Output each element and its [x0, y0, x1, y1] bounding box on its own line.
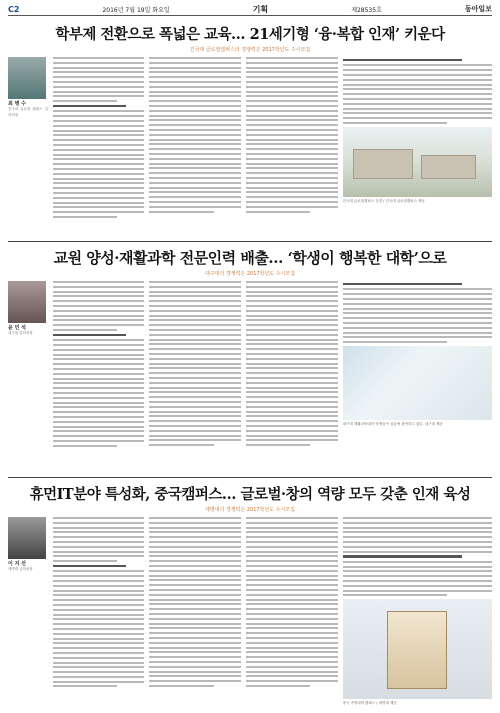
article-3-side [343, 517, 492, 713]
article-3-headline: 휴먼IT분야 특성화, 중국캠퍼스… 글로벌·창의 역량 모두 갖춘 인재 육성 [29, 486, 471, 503]
article-1-person-name: 최 병 수 [8, 101, 26, 107]
article-3-column [53, 517, 145, 713]
article-3-body [8, 517, 492, 713]
article-2-headline: 교원 양성·재활과학 전문인력 배출… ‘학생이 행복한 대학’으로 [53, 249, 447, 267]
page-header [8, 4, 492, 16]
article-1-headline: 학부제 전환으로 폭넓은 교육… 21세기형 ‘융·복합 인재’ 키운다 [55, 26, 445, 43]
article-2-portrait [8, 281, 46, 323]
article-3-kicker: 세명대의 경쟁력은 2017학년도 수시모집 [205, 507, 295, 513]
article-1-profile [8, 57, 48, 235]
article-2-photo-caption: 대구대 재활과학대학 학생들이 실습에 참여하고 있다. 대구대 제공 [342, 421, 443, 426]
article-3-portrait [8, 517, 46, 559]
article-3-column [149, 517, 241, 713]
article-3-person-title: 세명대 입학처장 [8, 567, 33, 572]
article-1-person-title: 건국대 글로컬 캠퍼스 입학처장 [8, 107, 48, 117]
article-2-lab-photo [343, 346, 492, 420]
article-1-campus-photo [343, 127, 492, 197]
article-3-photo-caption: 중국 속명대학 캠퍼스 / 세명대 제공 [342, 701, 397, 706]
section-divider [8, 241, 492, 242]
article-3-person-name: 이 지 선 [8, 561, 26, 567]
edition-number: 제28535호 [351, 6, 382, 14]
article-2-side [343, 281, 492, 471]
article-3-campus-photo [343, 599, 492, 699]
article-1-kicker: 건국대 글로컬캠퍼스의 경쟁력은 2017학년도 수시모집 [189, 47, 311, 53]
article-2-body [8, 281, 492, 471]
article-2-column [53, 281, 145, 471]
article-1-column [246, 57, 338, 235]
article-3-column [246, 517, 338, 713]
article-1-photo-caption: 건국대 글로컬캠퍼스 전경 / 건국대 글로컬캠퍼스 제공 [342, 198, 425, 203]
article-1-body [8, 57, 492, 235]
article-2-kicker: 대구대의 경쟁력은 2017학년도 수시모집 [205, 271, 295, 277]
article-2-person-title: 대구대 입학처장 [8, 331, 33, 336]
article-1-side [343, 57, 492, 235]
page-number: C2 [8, 4, 20, 14]
article-2-column [149, 281, 241, 471]
article-2-profile [8, 281, 48, 471]
article-3-profile [8, 517, 48, 713]
section-divider [8, 477, 492, 478]
article-1-column [149, 57, 241, 235]
issue-date: 2016년 7월 19일 화요일 [102, 6, 170, 14]
article-1-portrait [8, 57, 46, 99]
article-2-person-name: 윤 민 석 [8, 325, 26, 331]
article-2-column [246, 281, 338, 471]
newspaper-brand: 동아일보 [464, 5, 492, 13]
section-title: 기획 [252, 4, 269, 14]
article-1-column [53, 57, 145, 235]
